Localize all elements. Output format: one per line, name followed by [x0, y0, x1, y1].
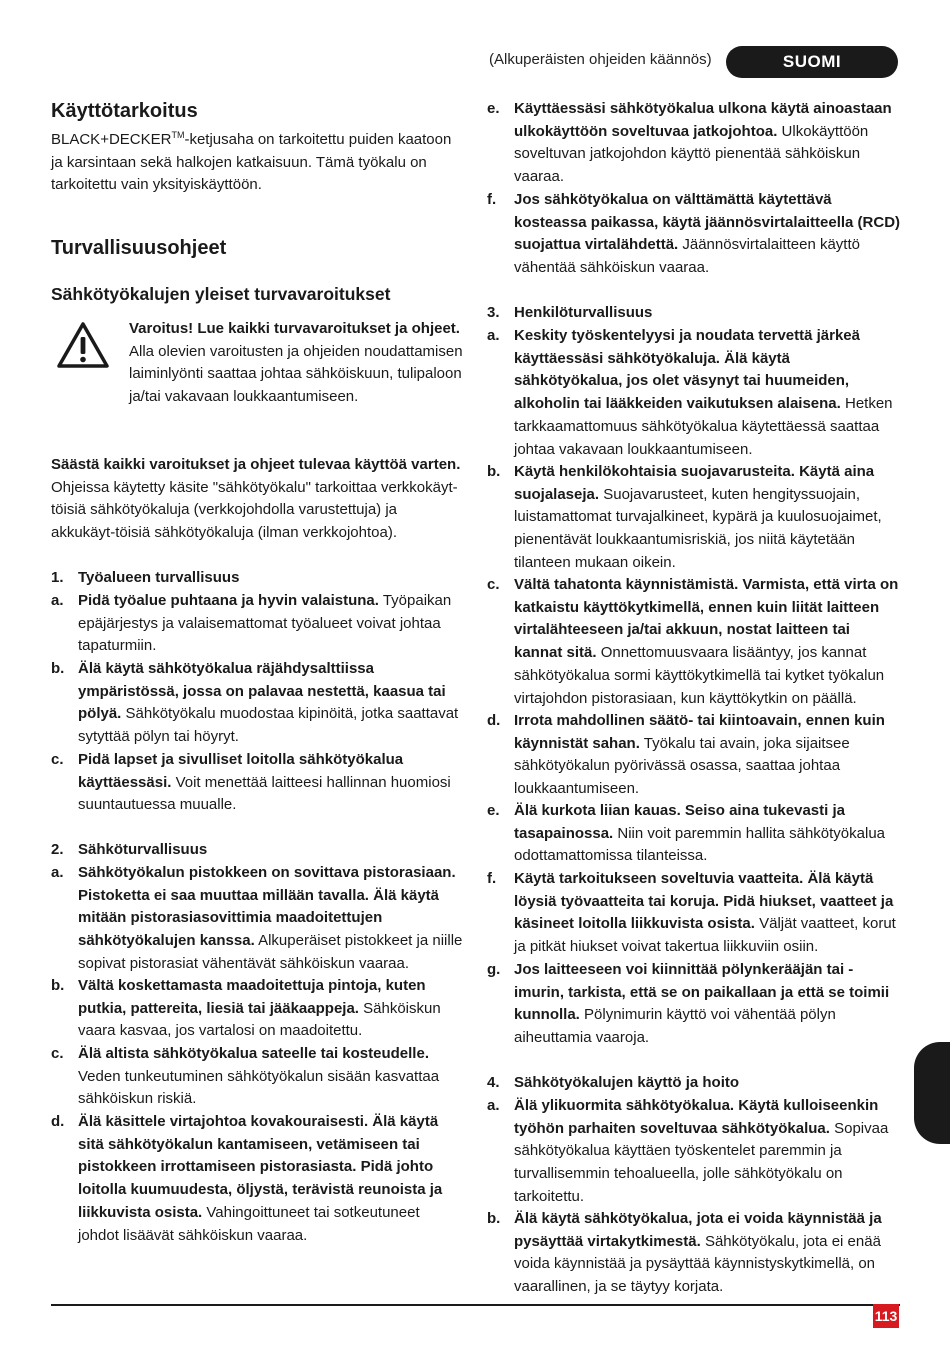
list-item: b. Älä käytä sähkötyökalua, jota ei voida käynnistää ja pysäyttää virtakytkimestä. Sähkötyökalu, jota ei enää voida käynnistää ja pysäyttää käynnistyskytkimellä, on vaarallinen, ja se täytyy korjata. [487, 1210, 882, 1296]
list-item: f. Jos sähkötyökalua on välttämättä käytettävä kosteassa paikassa, käytä jäännösvirtalaitteella (RCD) suojattua virtalähdettä. Jäännösvirtalaitteen käyttö vähentää sähköiskun vaaraa. [487, 191, 901, 277]
list-item: c. Vältä tahatonta käynnistämistä. Varmista, että virta on katkaistu käyttökytkimellä, ennen kuin liität laitteen virtalähteeseen ja/tai akkuun, nostat laitteen tai kannat sitä. Onnettomuusvaara lisääntyy, jos kannat sähkötyökalua sormi käyttökytkimellä tai kytket työkalun virtajohdon pistorasiaan, kun käyttökytkin on päällä. [487, 576, 899, 707]
list-item: d. Älä käsittele virtajohtoa kovakouraisesti. Älä käytä sitä sähkötyökalun kantamiseen, vetämiseen tai pistokkeen irrottamiseen pistorasiasta. Pidä johto loitolla kuumuudesta, öljystä, terävistä reunoista ja liikkuvista osista. Vahingoittuneet tai sotkeutuneet johdot lisäävät sähköiskun vaaraa. [51, 1113, 443, 1244]
section-title-safety: Turvallisuusohjeet [51, 237, 227, 259]
list-item: b. Käytä henkilökohtaisia suojavarusteita. Käytä aina suojalaseja. Suojavarusteet, kuten hengityssuojain, luistamattomat turvajalkineet, kypärä ja kuulosuojaimet, pienentävät loukkaantumisriskiä, jos niitä käytetään tilanteen mukaan oikein. [487, 463, 882, 571]
side-tab [914, 1042, 950, 1144]
section-heading-4: 4. Sähkötyökalujen käyttö ja hoito [487, 1074, 740, 1091]
section-title-intended-use: Käyttötarkoitus [51, 100, 198, 122]
list-item: a. Sähkötyökalun pistokkeen on sovittava pistorasiaan. Pistoketta ei saa muuttaa millään tavalla. Älä käytä mitään pistorasiasovittimia maadoitettujen sähkötyökalujen kanssa. Alkuperäiset pistokkeet ja niille sopivat pistorasiat vähentävät sähköiskun vaaraa. [51, 864, 463, 972]
list-item: c. Älä altista sähkötyökalua sateelle tai kosteudelle. Veden tunkeutuminen sähkötyökalun sisään kasvattaa sähköiskun riskiä. [51, 1045, 440, 1108]
section-heading-3: 3. Henkilöturvallisuus [487, 304, 653, 321]
language-badge: SUOMI [726, 46, 898, 78]
warning-text: Varoitus! Lue kaikki turvavaroitukset ja ohjeet. Alla olevien varoitusten ja ohjeiden noudattamisen laiminlyönti saattaa johtaa sähköiskuun, tulipaloon ja/tai vakavaan loukkaantumiseen. [129, 320, 463, 406]
list-item: e. Käyttäessäsi sähkötyökalua ulkona käytä ainoastaan ulkokäyttöön soveltuvaa jatkojohtoa. Ulkokäyttöön soveltuvan jatkojohdon käyttö pienentää sähköiskun vaaraa. [487, 100, 892, 186]
section-heading-1: 1. Työalueen turvallisuus [51, 569, 240, 586]
section-subtitle-warnings: Sähkötyökalujen yleiset turvavaroitukset [51, 284, 391, 304]
intended-use-text: BLACK+DECKER™-ketjusaha on tarkoitettu puiden kaatoon ja karsintaan sekä halkojen katkaisuun. Tämä työkalu on tarkoitettu vain yksityiskäyttöön. [51, 130, 452, 194]
list-item: b. Älä käytä sähkötyökalua räjähdysalttiissa ympäristössä, jossa on palavaa nestettä, kaasua tai pölyä. Sähkötyökalu muodostaa kipinöitä, jotka saattavat sytyttää pölyn tai höyryt. [51, 660, 459, 746]
list-item: a. Keskity työskentelyysi ja noudata tervettä järkeä käyttäessäsi sähkötyökaluja. Älä käytä sähkötyökalua, jos olet väsynyt tai huumeiden, alkoholin tai lääkkeiden vaikutuksen alaisena. Hetken tarkkaamattomuus sähkötyökalua käytettäessä saattaa johtaa vakavaan loukkaantumiseen. [487, 327, 893, 458]
section-heading-2: 2. Sähköturvallisuus [51, 841, 208, 858]
keep-instructions-text: Säästä kaikki varoitukset ja ohjeet tulevaa käyttöä varten. Ohjeissa käytetty käsite "sähkötyökalu" tarkoittaa verkkokäyt-töisiä sähkötyökaluja (verkkojohdolla varustettuja) ja akkukäyt-töisiä sähkötyökaluja (ilman verkkojohtoa). [51, 456, 461, 542]
list-item: a. Pidä työalue puhtaana ja hyvin valaistuna. Työpaikan epäjärjestys ja valaisemattomat työalueet voivat johtaa tapaturmiin. [51, 592, 452, 655]
warning-triangle-icon [56, 321, 110, 369]
page-number: 113 [873, 1304, 899, 1328]
list-item: f. Käytä tarkoitukseen soveltuvia vaatteita. Älä käytä löysiä työvaatteita tai koruja. Pidä hiukset, vaatteet ja käsineet loitolla liikkuvista osista. Väljät vaatteet, korut ja pitkät hiukset voivat takertua liikkuviin osiin. [487, 870, 896, 956]
bottom-rule [51, 1304, 900, 1306]
list-item: g. Jos laitteeseen voi kiinnittää pölynkerääjän tai -imurin, tarkista, että se on paikallaan ja että se toimii kunnolla. Pölynimurin käyttö voi vähentää pölyn aiheuttamia vaaroja. [487, 961, 890, 1047]
list-item: e. Älä kurkota liian kauas. Seiso aina tukevasti ja tasapainossa. Niin voit paremmin hallita sähkötyökalua odottamattomissa tilanteissa. [487, 802, 886, 865]
list-item: b. Vältä koskettamasta maadoitettuja pintoja, kuten putkia, pattereita, liesiä tai jääkaappeja. Sähköiskun vaara kasvaa, jos vartalosi on maadoitettu. [51, 977, 441, 1040]
list-item: d. Irrota mahdollinen säätö- tai kiintoavain, ennen kuin käynnistät sahan. Työkalu tai avain, joka sijaitsee sähkötyökalun pyörivässä osassa, saattaa johtaa loukkaantumiseen. [487, 712, 885, 798]
header-subtitle: (Alkuperäisten ohjeiden käännös) [489, 51, 712, 68]
list-item: a. Älä ylikuormita sähkötyökalua. Käytä kulloiseenkin työhön parhaiten soveltuvaa sähkötyökalua. Sopivaa sähkötyökalua käyttäen työskentelet paremmin ja turvallisemmin tehoalueella, jolle sähkötyökalu on tarkoitettu. [487, 1097, 889, 1205]
list-item: c. Pidä lapset ja sivulliset loitolla sähkötyökalua käyttäessäsi. Voit menettää laitteesi hallinnan huomiosi suuntautuessa muualle. [51, 751, 451, 814]
